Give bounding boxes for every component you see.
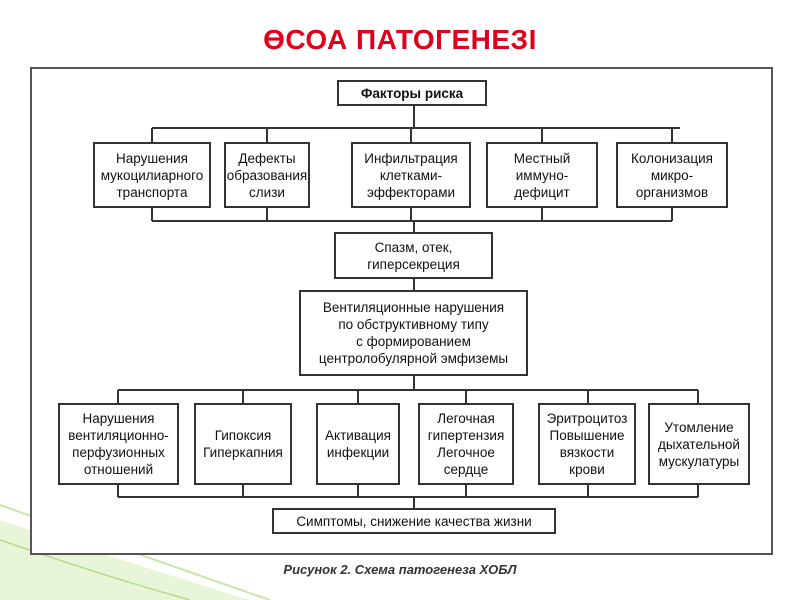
risk-factor-mucociliary: Нарушения мукоцилиарного транспорта <box>93 142 211 208</box>
consequence-hypoxia: Гипоксия Гиперкапния <box>194 403 292 485</box>
spasm-box: Спазм, отек, гиперсекреция <box>334 232 493 279</box>
consequence-pulmonary-hypertension: Легочная гипертензия Легочное сердце <box>418 403 514 485</box>
risk-factor-immunodeficiency: Местный иммуно- дефицит <box>486 142 598 208</box>
risk-factor-colonization: Колонизация микро- организмов <box>616 142 728 208</box>
risk-factor-mucus: Дефекты образования слизи <box>224 142 310 208</box>
ventilation-box: Вентиляционные нарушения по обструктивному типу с формированием центролобулярной эмфиземы <box>299 290 528 376</box>
symptoms-box: Симптомы, снижение качества жизни <box>272 508 556 534</box>
figure-caption: Рисунок 2. Схема патогенеза ХОБЛ <box>283 562 517 577</box>
consequence-infection: Активация инфекции <box>316 403 400 485</box>
consequence-erythrocytosis: Эритроцитоз Повышение вязкости крови <box>538 403 636 485</box>
slide-title: ӨСОА ПАТОГЕНЕЗІ <box>263 24 537 55</box>
consequence-ventilation-perfusion: Нарушения вентиляционно- перфузионных отношений <box>58 403 179 485</box>
risk-factor-infiltration: Инфильтрация клетками- эффекторами <box>351 142 471 208</box>
risk-factors-root: Факторы риска <box>337 80 487 106</box>
consequence-muscle-fatigue: Утомление дыхательной мускулатуры <box>648 403 750 485</box>
